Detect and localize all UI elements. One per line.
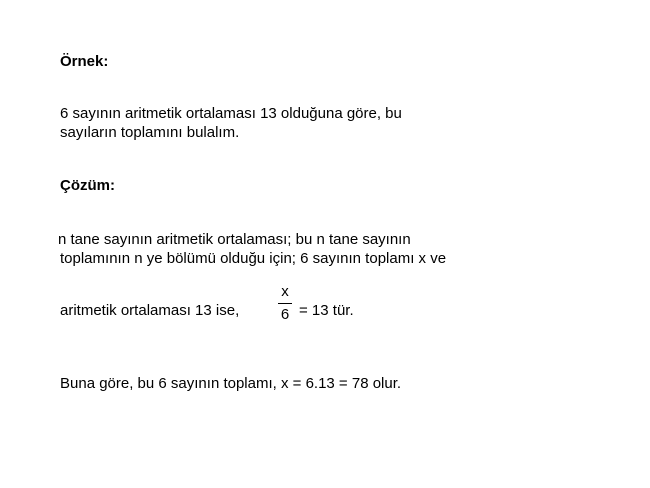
fraction-denominator: 6 xyxy=(280,306,290,323)
fraction-equals-text: = 13 tür. xyxy=(299,302,354,319)
solution-line-3-text: aritmetik ortalaması 13 ise, xyxy=(60,302,240,319)
solution-line-2: toplamının n ye bölümü olduğu için; 6 sayının toplamı x ve xyxy=(60,250,447,267)
solution-line-1: n tane sayının aritmetik ortalaması; bu n tane sayının xyxy=(58,231,411,248)
fraction-bar xyxy=(278,303,292,304)
fraction-x-over-6 xyxy=(278,283,292,324)
solution-heading: Çözüm: xyxy=(60,177,115,194)
final-line: Buna göre, bu 6 sayının toplamı, x = 6.13 = 78 olur. xyxy=(60,375,402,392)
solution-line-3 xyxy=(60,302,239,320)
example-heading: Örnek: xyxy=(60,53,109,70)
problem-line-2: sayıların toplamını bulalım. xyxy=(60,124,240,141)
problem-line-1: 6 sayının aritmetik ortalaması 13 olduğuna göre, bu xyxy=(60,105,402,122)
fraction-numerator: x xyxy=(281,283,289,300)
